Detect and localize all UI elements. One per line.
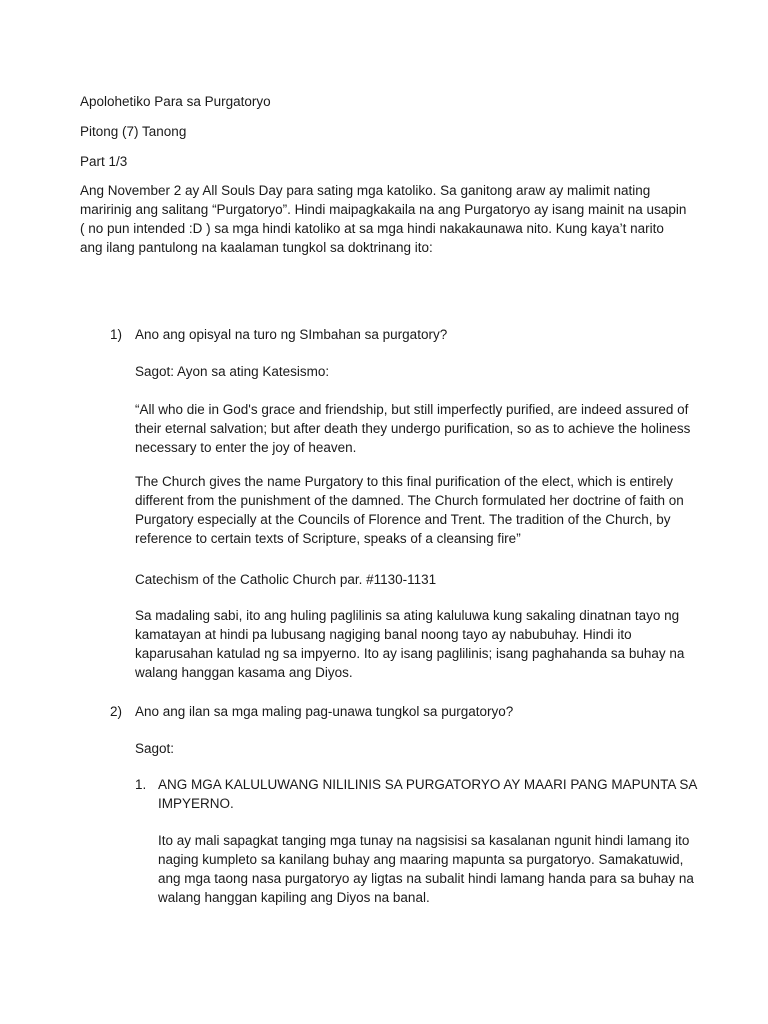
- catechism-citation: Catechism of the Catholic Church par. #1130-1131: [135, 572, 437, 587]
- document-subtitle: Pitong (7) Tanong: [80, 124, 187, 139]
- quote-paragraph-2: The Church gives the name Purgatory to this final purification of the elect, which is entirely different from the punishment of the damned. The Church formulated her doctrine of faith on Purgatory especially at the Councils of Florence and Trent. The tradition of the Church, by reference to certain texts of Scripture, speaks of a cleansing fire”: [135, 474, 688, 546]
- quote-paragraph-1: “All who die in God's grace and friendship, but still imperfectly purified, are indeed assured of their eternal salvation; but after death they undergo purification, so as to achieve the holiness necessary to enter the joy of heaven.: [135, 402, 695, 455]
- question-1-answer-label: Sagot: Ayon sa ating Katesismo:: [135, 364, 330, 379]
- document-title: Apolohetiko Para sa Purgatoryo: [80, 94, 271, 109]
- question-1-text: Ano ang opisyal na turo ng SImbahan sa purgatory?: [135, 327, 448, 342]
- question-2-number: 2): [110, 704, 123, 719]
- intro-paragraph: Ang November 2 ay All Souls Day para sating mga katoliko. Sa ganitong araw ay malimit nating maririnig ang salitang “Purgatoryo”. Hindi maipagkakaila na ang Purgatoryo ay isang mainit na usapin ( no pun intended :D ) sa mga hindi katoliko at sa mga hindi nakakaunawa nito. Kung kaya’t narito ang ilang pantulong na kaalaman tungkol sa doktrinang ito:: [80, 183, 691, 255]
- misconception-1-heading: ANG MGA KALULUWANG NILILINIS SA PURGATORYO AY MAARI PANG MAPUNTA SA IMPYERNO.: [158, 777, 701, 811]
- misconception-1-number: 1.: [135, 777, 147, 792]
- question-2-text: Ano ang ilan sa mga maling pag-unawa tungkol sa purgatoryo?: [135, 704, 514, 719]
- question-1-number: 1): [110, 327, 123, 342]
- question-2-answer-label: Sagot:: [135, 741, 175, 756]
- question-1-summary: Sa madaling sabi, ito ang huling paglilinis sa ating kaluluwa kung sakaling dinatnan tayo ng kamatayan at hindi pa lubusang nagiging banal noong tayo ay nabubuhay. Hindi ito kaparusahan katulad ng sa impyerno. Ito ay isang paglilinis; isang paghahanda sa buhay na walang hanggan kasama ang Diyos.: [135, 608, 689, 680]
- misconception-1-text: Ito ay mali sapagkat tanging mga tunay na nagsisisi sa kasalanan ngunit hindi lamang ito naging kumpleto sa kanilang buhay ang maaring mapunta sa purgatoryo. Samakatuwid, ang mga taong nasa purgatoryo ay ligtas na subalit hindi lamang handa para sa buhay na walang hanggan kapiling ang Diyos na banal.: [158, 833, 698, 905]
- part-label: Part 1/3: [80, 154, 128, 169]
